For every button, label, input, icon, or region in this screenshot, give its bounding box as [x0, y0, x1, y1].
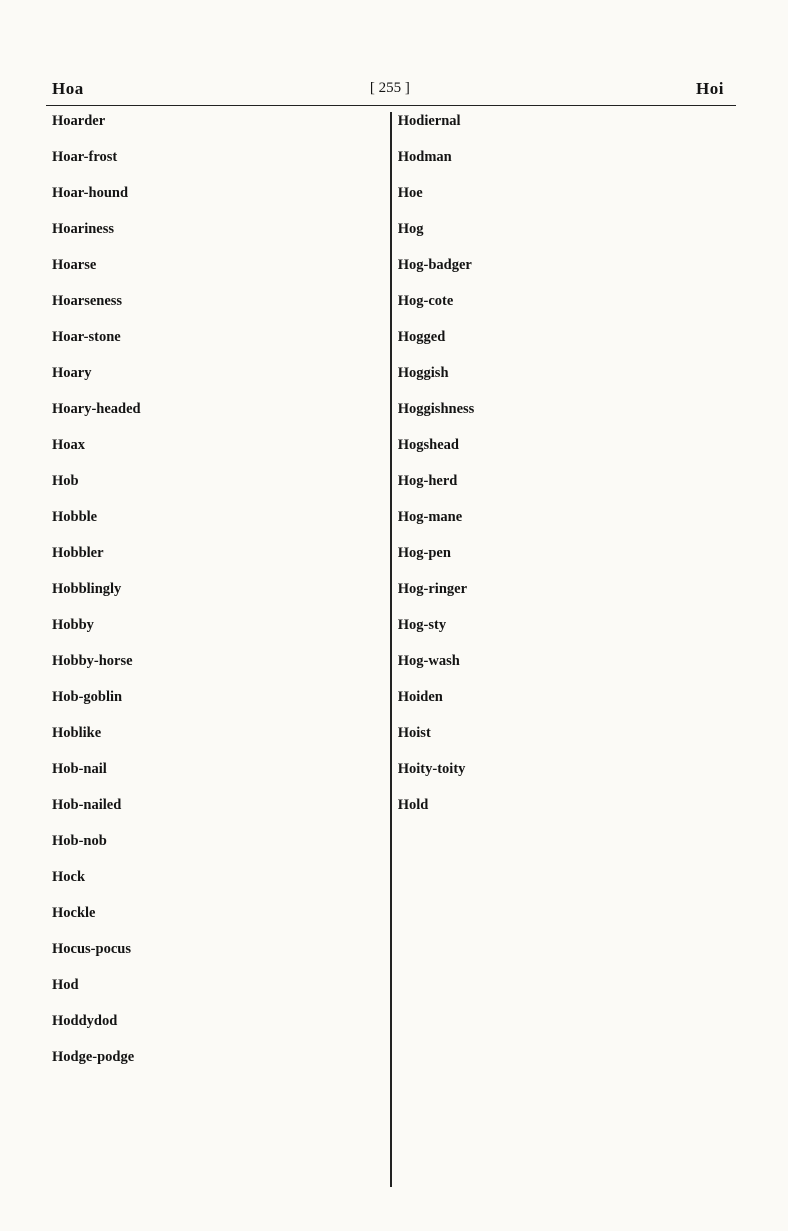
entry-headword: Hold	[397, 797, 429, 813]
definition-placeholder	[52, 1030, 384, 1048]
entry-headword: Hoity-toity	[397, 761, 466, 777]
entry-headword: Hob	[52, 473, 79, 489]
definition-placeholder	[398, 490, 730, 508]
entry-headword: Hoary	[52, 365, 92, 381]
entry-headword: Hog-mane	[397, 509, 463, 525]
entry-headword: Hoggish	[397, 365, 449, 381]
right-entry-list	[398, 112, 730, 832]
entry-headword: Hoddydod	[52, 1013, 118, 1029]
definition-placeholder	[398, 418, 730, 436]
entry-headword: Hoax	[52, 437, 86, 453]
entry-headword: Hodge-podge	[52, 1049, 135, 1065]
definition-placeholder	[52, 886, 384, 904]
entry-headword: Hobby	[52, 617, 94, 633]
definition-placeholder	[52, 958, 384, 976]
definition-placeholder	[398, 202, 730, 220]
entry-headword: Hobbler	[52, 545, 104, 561]
entry-headword: Hoar-hound	[52, 185, 129, 201]
entry-headword: Hogshead	[397, 437, 459, 453]
entry-headword: Hob-nail	[52, 761, 107, 777]
definition-placeholder	[398, 670, 730, 688]
definition-placeholder	[398, 814, 730, 832]
definition-placeholder	[52, 418, 384, 436]
entry-headword: Hoarseness	[52, 293, 123, 309]
definition-placeholder	[398, 742, 730, 760]
entry-headword: Hob-nob	[52, 833, 107, 849]
entry-headword: Hog-herd	[397, 473, 458, 489]
definition-placeholder	[52, 130, 384, 148]
entry-headword: Hoarse	[52, 257, 97, 273]
entry-headword: Hoar-frost	[52, 149, 118, 165]
entry-headword: Hoist	[397, 725, 431, 741]
definition-placeholder	[398, 130, 730, 148]
definition-placeholder	[398, 274, 730, 292]
definition-placeholder	[52, 922, 384, 940]
entry-headword: Hog-cote	[397, 293, 454, 309]
definition-placeholder	[398, 562, 730, 580]
definition-placeholder	[52, 310, 384, 328]
entry-headword: Hog-sty	[397, 617, 447, 633]
page-number: [ 255 ]	[369, 80, 410, 96]
entry-headword: Hog-pen	[397, 545, 451, 561]
definition-placeholder	[52, 706, 384, 724]
definition-placeholder	[398, 598, 730, 616]
entry-headword: Hoary-headed	[52, 401, 141, 417]
entry-headword: Hockle	[52, 905, 96, 921]
entry-headword: Hogged	[397, 329, 446, 345]
definition-placeholder	[52, 490, 384, 508]
entry-headword: Hodman	[397, 149, 452, 165]
definition-placeholder	[52, 562, 384, 580]
entry-headword: Hog	[397, 221, 424, 237]
entry-headword: Hocus-pocus	[52, 941, 131, 957]
entry-headword: Hoariness	[52, 221, 115, 237]
entry-headword: Hobblingly	[52, 581, 122, 597]
definition-placeholder	[52, 274, 384, 292]
definition-placeholder	[52, 850, 384, 868]
dictionary-page	[46, 72, 736, 1187]
definition-placeholder	[52, 814, 384, 832]
definition-placeholder	[52, 346, 384, 364]
definition-placeholder	[398, 346, 730, 364]
definition-placeholder	[398, 454, 730, 472]
definition-placeholder	[52, 1066, 384, 1084]
entry-headword: Hodiernal	[397, 113, 461, 129]
entry-headword: Hock	[52, 869, 86, 885]
left-column	[46, 112, 390, 1187]
definition-placeholder	[398, 382, 730, 400]
definition-placeholder	[52, 598, 384, 616]
definition-placeholder	[52, 382, 384, 400]
definition-placeholder	[52, 202, 384, 220]
definition-placeholder	[398, 310, 730, 328]
entry-headword: Hoar-stone	[52, 329, 121, 345]
definition-placeholder	[52, 670, 384, 688]
definition-placeholder	[398, 634, 730, 652]
definition-placeholder	[398, 706, 730, 724]
definition-placeholder	[52, 634, 384, 652]
page-header	[46, 72, 736, 106]
left-entry-list	[52, 112, 384, 1084]
definition-placeholder	[52, 166, 384, 184]
entry-headword: Hoblike	[52, 725, 102, 741]
entry-headword: Hoe	[397, 185, 423, 201]
guide-word-left: Hoa	[52, 78, 84, 98]
entry-headword: Hog-wash	[397, 653, 460, 669]
entry-headword: Hobble	[52, 509, 98, 525]
definition-placeholder	[52, 778, 384, 796]
columns	[46, 112, 736, 1187]
definition-placeholder	[398, 778, 730, 796]
entry-headword: Hoggishness	[397, 401, 475, 417]
right-column	[392, 112, 736, 1187]
definition-placeholder	[52, 454, 384, 472]
entry-headword: Hog-badger	[397, 257, 472, 273]
definition-placeholder	[52, 238, 384, 256]
entry-headword: Hob-nailed	[52, 797, 122, 813]
definition-placeholder	[52, 742, 384, 760]
definition-placeholder	[398, 166, 730, 184]
definition-placeholder	[52, 526, 384, 544]
entry-headword: Hoarder	[52, 113, 106, 129]
entry-headword: Hog-ringer	[397, 581, 468, 597]
guide-word-right: Hoi	[696, 78, 724, 98]
entry-headword: Hoiden	[397, 689, 443, 705]
definition-placeholder	[398, 238, 730, 256]
entry-headword: Hob-goblin	[52, 689, 123, 705]
definition-placeholder	[52, 994, 384, 1012]
definition-placeholder	[398, 526, 730, 544]
entry-headword: Hod	[52, 977, 79, 993]
entry-headword: Hobby-horse	[52, 653, 133, 669]
